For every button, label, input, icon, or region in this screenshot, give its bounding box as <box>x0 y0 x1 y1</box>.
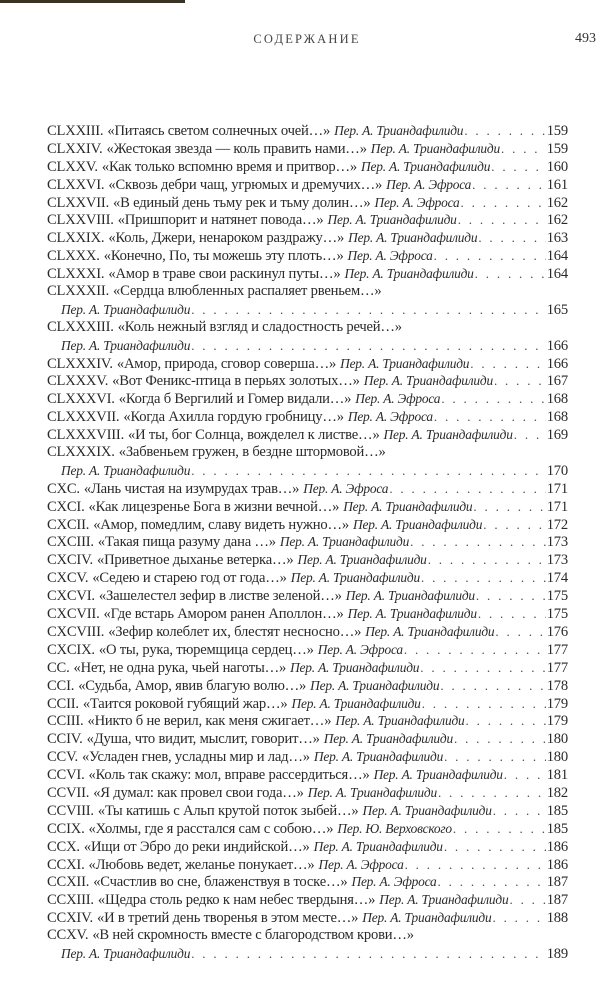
entry-translator: Пер. А. Триандафилиди <box>61 337 191 353</box>
dot-leader <box>458 211 546 229</box>
toc-entry <box>47 766 568 784</box>
entry-translator: Пер. А. Триандафилиди <box>370 140 500 156</box>
entry-page: 166 <box>546 355 568 372</box>
entry-translator: Пер. А. Триандафилиди <box>383 427 513 443</box>
entry-title: «Ты катишь с Альп крутой поток зыбей…» <box>97 802 359 819</box>
entry-number: CXCIX. <box>47 641 95 658</box>
entry-number: CCIX. <box>47 820 85 837</box>
dot-leader <box>389 480 545 498</box>
toc-entry <box>47 176 568 194</box>
dot-leader <box>478 229 545 247</box>
toc-entry <box>47 551 568 569</box>
dot-leader <box>476 587 546 605</box>
entry-number: CCVIII. <box>47 802 94 819</box>
toc-entry <box>47 533 568 551</box>
toc-entry <box>47 444 568 462</box>
dot-leader <box>472 176 546 194</box>
entry-title: «Амор, природа, сговор соверша…» <box>116 355 337 372</box>
entry-title: «Такая пища разуму дана …» <box>97 534 276 551</box>
entry-number: CLXXX. <box>47 248 100 265</box>
entry-page: 167 <box>546 373 568 390</box>
entry-translator: Пер. А. Триандафилиди <box>61 301 191 317</box>
entry-number: CLXXIV. <box>47 140 103 157</box>
scan-edge-bar <box>0 0 185 3</box>
entry-number: CCI. <box>47 677 75 694</box>
toc-entry <box>47 140 568 158</box>
entry-title: «Питаясь светом солнечных очей…» <box>107 123 331 139</box>
entry-title: «Я думал: как провел свои года…» <box>93 784 304 801</box>
entry-translator: Пер. А. Триандафилиди <box>363 373 493 389</box>
entry-translator: Пер. А. Триандафилиди <box>361 158 491 174</box>
entry-page: 169 <box>546 427 568 444</box>
entry-number: CXCIV. <box>47 552 93 569</box>
entry-page: 180 <box>546 749 568 766</box>
entry-number: CCXV. <box>47 927 89 944</box>
entry-translator: Пер. А. Эфроса <box>303 480 389 496</box>
entry-number: CLXXXIV. <box>47 355 113 372</box>
entry-translator: Пер. А. Эфроса <box>386 176 472 192</box>
dot-leader <box>470 355 545 373</box>
entry-number: CCVII. <box>47 784 90 801</box>
entry-title: «Где встарь Амором ранен Аполлон…» <box>103 606 344 623</box>
entry-number: CXCVII. <box>47 606 100 623</box>
toc-entry <box>47 873 568 891</box>
entry-number: CCXII. <box>47 874 90 891</box>
dot-leader <box>410 533 546 551</box>
entry-page: 163 <box>546 230 568 247</box>
entry-page: 165 <box>546 301 568 318</box>
entry-title: «Усладен гнев, усладны мир и лад…» <box>81 749 310 766</box>
entry-title: «Седею и старею год от года…» <box>92 570 287 587</box>
entry-translator: Пер. А. Эфроса <box>351 874 437 890</box>
dot-leader <box>493 802 546 820</box>
entry-page: 175 <box>546 606 568 623</box>
toc-entry <box>47 229 568 247</box>
entry-page: 173 <box>546 534 568 551</box>
entry-number: CXCII. <box>47 516 90 533</box>
entry-page: 186 <box>546 838 568 855</box>
entry-translator: Пер. А. Триандафилиди <box>313 749 444 765</box>
dot-leader <box>438 784 546 802</box>
entry-translator: Пер. А. Триандафилиди <box>379 892 509 908</box>
entry-page: 177 <box>546 641 568 658</box>
entry-title: «Коль так скажу: мол, вправе рассердиться…» <box>88 767 370 784</box>
entry-page: 180 <box>546 731 568 748</box>
entry-title: «О ты, рука, тюремщица сердец…» <box>98 641 314 658</box>
entry-translator: Пер. А. Триандафилиди <box>334 123 464 138</box>
dot-leader <box>191 337 546 355</box>
toc-entry <box>47 605 568 623</box>
entry-translator: Пер. А. Триандафилиди <box>335 713 465 729</box>
entry-translator: Пер. А. Триандафилиди <box>61 462 191 478</box>
entry-title: «Сердца влюбленных распаляет рвеньем…» <box>113 283 382 300</box>
entry-title: «В ней скромность вместе с благородством крови…» <box>92 927 414 944</box>
dot-leader <box>404 641 546 659</box>
entry-number: CXCV. <box>47 570 89 587</box>
entry-page: 187 <box>546 874 568 891</box>
entry-translator: Пер. А. Триандафилиди <box>310 677 440 693</box>
entry-translator: Пер. А. Триандафилиди <box>327 212 457 228</box>
dot-leader <box>444 838 546 856</box>
toc-entry <box>47 891 568 909</box>
dot-leader <box>438 873 546 891</box>
dot-leader <box>428 551 546 569</box>
entry-title: «Нет, не одна рука, чьей наготы…» <box>73 659 287 676</box>
entry-page: 171 <box>546 498 568 515</box>
entry-title: «Коль нежный взгляд и сладостность речей…» <box>117 318 402 335</box>
entry-title: «Коль, Джери, ненароком раздражу…» <box>108 230 345 247</box>
dot-leader <box>494 372 546 390</box>
toc-entry <box>47 587 568 605</box>
entry-number: CLXXVIII. <box>47 212 114 229</box>
entry-title: «Никто б не верил, как меня сжигает…» <box>87 713 332 730</box>
table-of-contents <box>47 122 568 963</box>
dot-leader <box>191 301 546 319</box>
entry-number: CCV. <box>47 749 78 766</box>
entry-title: «Как лицезренье Бога в жизни вечной…» <box>88 498 340 515</box>
dot-leader <box>434 247 546 265</box>
entry-number: CLXXXIII. <box>47 318 114 335</box>
toc-entry <box>47 158 568 176</box>
entry-number: CXCI. <box>47 498 85 515</box>
dot-leader <box>191 945 546 963</box>
dot-leader <box>501 140 546 158</box>
dot-leader <box>461 194 546 212</box>
entry-translator: Пер. А. Триандафилиди <box>290 570 420 586</box>
page-number: 493 <box>575 31 596 46</box>
entry-translator: Пер. А. Эфроса <box>355 391 441 407</box>
entry-translator: Пер. А. Триандафилиди <box>373 767 503 783</box>
toc-entry-continuation <box>47 462 568 480</box>
toc-entry-continuation <box>47 337 568 355</box>
entry-translator: Пер. А. Эфроса <box>374 194 460 210</box>
entry-title: «Щедра столь редко к нам небес твердыня…» <box>97 892 376 909</box>
entry-translator: Пер. А. Триандафилиди <box>290 659 420 675</box>
entry-translator: Пер. А. Триандафилиди <box>313 838 443 854</box>
entry-page: 186 <box>546 856 568 873</box>
toc-entry <box>47 569 568 587</box>
toc-entry-continuation <box>47 301 568 319</box>
entry-title: «Зашелестел зефир в листве зеленой…» <box>98 588 342 605</box>
entry-title: «Амор в траве свои раскинул путы…» <box>108 266 341 283</box>
entry-number: CLXXXIX. <box>47 444 115 461</box>
entry-number: CCXIV. <box>47 910 93 927</box>
entry-number: CC. <box>47 659 70 676</box>
toc-entry <box>47 390 568 408</box>
entry-translator: Пер. А. Триандафилиди <box>362 802 492 818</box>
toc-entry <box>47 927 568 945</box>
toc-entry <box>47 641 568 659</box>
entry-title: «Конечно, По, ты можешь эту плоть…» <box>103 248 344 265</box>
entry-translator: Пер. А. Триандафилиди <box>353 516 483 532</box>
entry-translator: Пер. А. Триандафилиди <box>61 945 191 961</box>
entry-title: «Приветное дыханье ветерка…» <box>96 552 294 569</box>
entry-page: 170 <box>546 462 568 479</box>
entry-number: CXC. <box>47 480 80 497</box>
dot-leader <box>478 605 546 623</box>
dot-leader <box>440 677 545 695</box>
entry-title: «Вот Феникс-птица в перьях золотых…» <box>112 373 360 390</box>
entry-page: 185 <box>546 820 568 837</box>
toc-entry <box>47 623 568 641</box>
dot-leader <box>405 856 546 874</box>
entry-page: 179 <box>546 713 568 730</box>
entry-page: 171 <box>546 480 568 497</box>
entry-number: CLXXVII. <box>47 194 110 211</box>
running-header <box>0 32 614 52</box>
entry-translator: Пер. А. Триандафилиди <box>344 266 474 282</box>
entry-title: «Лань чистая на изумрудах трав…» <box>83 480 300 497</box>
dot-leader <box>422 695 546 713</box>
dot-leader <box>504 766 546 784</box>
entry-number: CLXXXV. <box>47 373 109 390</box>
entry-title: «Жестокая звезда — коль править нами…» <box>106 140 367 157</box>
dot-leader <box>495 623 545 641</box>
entry-page: 168 <box>546 409 568 426</box>
dot-leader <box>444 748 546 766</box>
toc-entry <box>47 909 568 927</box>
entry-translator: Пер. А. Эфроса <box>317 641 403 657</box>
entry-title: «Когда Ахилла гордую гробницу…» <box>123 409 344 426</box>
entry-number: CCX. <box>47 838 80 855</box>
entry-translator: Пер. А. Триандафилиди <box>347 606 477 622</box>
entry-page: 189 <box>546 945 568 962</box>
entry-translator: Пер. А. Триандафилиди <box>323 731 453 747</box>
entry-page: 173 <box>546 552 568 569</box>
entry-number: CLXXXI. <box>47 266 105 283</box>
entry-number: CLXXXVIII. <box>47 427 125 444</box>
dot-leader <box>491 158 545 176</box>
entry-title: «И в третий день творенья в этом месте…» <box>96 910 359 927</box>
entry-translator: Пер. А. Эфроса <box>347 248 433 264</box>
toc-entry <box>47 355 568 373</box>
entry-number: CXCIII. <box>47 534 94 551</box>
entry-translator: Пер. А. Эфроса <box>318 856 404 872</box>
entry-number: CLXXIX. <box>47 230 105 247</box>
entry-translator: Пер. А. Триандафилиди <box>279 534 410 550</box>
entry-page: 159 <box>546 140 568 157</box>
entry-number: CCIV. <box>47 731 83 748</box>
entry-page: 160 <box>546 158 568 175</box>
dot-leader <box>441 390 545 408</box>
toc-entry <box>47 498 568 516</box>
toc-entry <box>47 372 568 390</box>
entry-page: 177 <box>546 659 568 676</box>
running-title: СОДЕРЖАНИЕ <box>253 32 361 46</box>
dot-leader <box>475 265 546 283</box>
toc-entry-continuation <box>47 945 568 963</box>
dot-leader <box>492 909 545 927</box>
toc-entry <box>47 194 568 212</box>
entry-translator: Пер. А. Триандафилиди <box>297 552 427 568</box>
entry-title: «Забвеньем гружен, в бездне штормовой…» <box>118 444 386 461</box>
entry-title: «Когда б Вергилий и Гомер видали…» <box>118 391 352 408</box>
toc-entry <box>47 426 568 444</box>
toc-entry <box>47 677 568 695</box>
entry-page: 159 <box>546 123 568 139</box>
dot-leader <box>191 462 546 480</box>
dot-leader <box>466 712 546 730</box>
dot-leader <box>509 891 545 909</box>
dot-leader <box>483 516 545 534</box>
entry-page: 162 <box>546 212 568 229</box>
toc-entry <box>47 247 568 265</box>
entry-title: «Зефир колеблет их, блестят несносно…» <box>108 623 362 640</box>
toc-entry <box>47 211 568 229</box>
entry-page: 166 <box>546 337 568 354</box>
toc-entry <box>47 712 568 730</box>
entry-page: 172 <box>546 516 568 533</box>
entry-page: 164 <box>546 266 568 283</box>
entry-translator: Пер. А. Эфроса <box>347 409 433 425</box>
entry-page: 164 <box>546 248 568 265</box>
entry-title: «Холмы, где я расстался сам с собою…» <box>88 820 334 837</box>
entry-page: 179 <box>546 695 568 712</box>
entry-title: «Душа, что видит, мыслит, говорит…» <box>86 731 320 748</box>
entry-title: «Таится роковой губящий жар…» <box>82 695 288 712</box>
toc-entry <box>47 319 568 337</box>
entry-number: CLXXIII. <box>47 123 104 139</box>
entry-number: CLXXXVII. <box>47 409 120 426</box>
entry-translator: Пер. А. Триандафилиди <box>362 910 492 926</box>
entry-page: 185 <box>546 802 568 819</box>
dot-leader <box>454 730 546 748</box>
entry-page: 182 <box>546 784 568 801</box>
entry-number: CLXXV. <box>47 158 98 175</box>
toc-entry <box>47 730 568 748</box>
entry-page: 168 <box>546 391 568 408</box>
toc-entry <box>47 265 568 283</box>
entry-title: «Пришпорит и натянет повода…» <box>117 212 324 229</box>
entry-translator: Пер. А. Триандафилиди <box>291 695 421 711</box>
toc-entry <box>47 283 568 301</box>
dot-leader <box>473 498 545 516</box>
entry-page: 162 <box>546 194 568 211</box>
dot-leader <box>453 820 546 838</box>
entry-title: «Как только вспомню время и притвор…» <box>101 158 358 175</box>
toc-entry <box>47 748 568 766</box>
entry-number: CXCVIII. <box>47 623 105 640</box>
entry-translator: Пер. А. Триандафилиди <box>348 230 478 246</box>
toc-entry <box>47 516 568 534</box>
entry-title: «Любовь ведет, желанье понукает…» <box>88 856 315 873</box>
entry-number: CCII. <box>47 695 79 712</box>
toc-entry <box>47 695 568 713</box>
dot-leader <box>514 426 546 444</box>
entry-page: 161 <box>546 176 568 193</box>
entry-title: «Судьба, Амор, явив благую волю…» <box>78 677 307 694</box>
toc-entry <box>47 122 568 140</box>
entry-title: «И ты, бог Солнца, вожделел к листве…» <box>128 427 380 444</box>
entry-page: 176 <box>546 623 568 640</box>
toc-entry <box>47 856 568 874</box>
entry-title: «Ищи от Эбро до реки индийской…» <box>83 838 310 855</box>
entry-page: 174 <box>546 570 568 587</box>
dot-leader <box>420 659 545 677</box>
entry-page: 187 <box>546 892 568 909</box>
entry-translator: Пер. А. Триандафилиди <box>365 623 495 639</box>
entry-translator: Пер. Ю. Верховского <box>337 820 452 836</box>
toc-entry <box>47 838 568 856</box>
entry-page: 181 <box>546 767 568 784</box>
entry-title: «Амор, помедлим, славу видеть нужно…» <box>93 516 350 533</box>
dot-leader <box>421 569 546 587</box>
entry-number: CCVI. <box>47 767 85 784</box>
entry-translator: Пер. А. Триандафилиди <box>340 355 470 371</box>
entry-title: «Сквозь дебри чащ, угрюмых и дремучих…» <box>108 176 383 193</box>
entry-translator: Пер. А. Триандафилиди <box>345 588 475 604</box>
entry-translator: Пер. А. Триандафилиди <box>343 498 473 514</box>
entry-number: CCXIII. <box>47 892 94 909</box>
toc-entry <box>47 659 568 677</box>
entry-title: «Счастлив во сне, блаженствуя в тоске…» <box>93 874 348 891</box>
toc-entry <box>47 480 568 498</box>
entry-page: 188 <box>546 910 568 927</box>
toc-entry <box>47 408 568 426</box>
dot-leader <box>464 122 545 140</box>
entry-number: CCIII. <box>47 713 84 730</box>
entry-translator: Пер. А. Триандафилиди <box>307 784 437 800</box>
entry-title: «В единый день тьму рек и тьму долин…» <box>113 194 371 211</box>
entry-page: 175 <box>546 588 568 605</box>
toc-entry <box>47 784 568 802</box>
toc-entry <box>47 802 568 820</box>
dot-leader <box>434 408 546 426</box>
entry-number: CLXXVI. <box>47 176 105 193</box>
entry-number: CLXXXVI. <box>47 391 115 408</box>
entry-number: CCXI. <box>47 856 85 873</box>
entry-number: CXCVI. <box>47 588 95 605</box>
entry-page: 178 <box>546 677 568 694</box>
toc-entry <box>47 820 568 838</box>
entry-number: CLXXXII. <box>47 283 110 300</box>
